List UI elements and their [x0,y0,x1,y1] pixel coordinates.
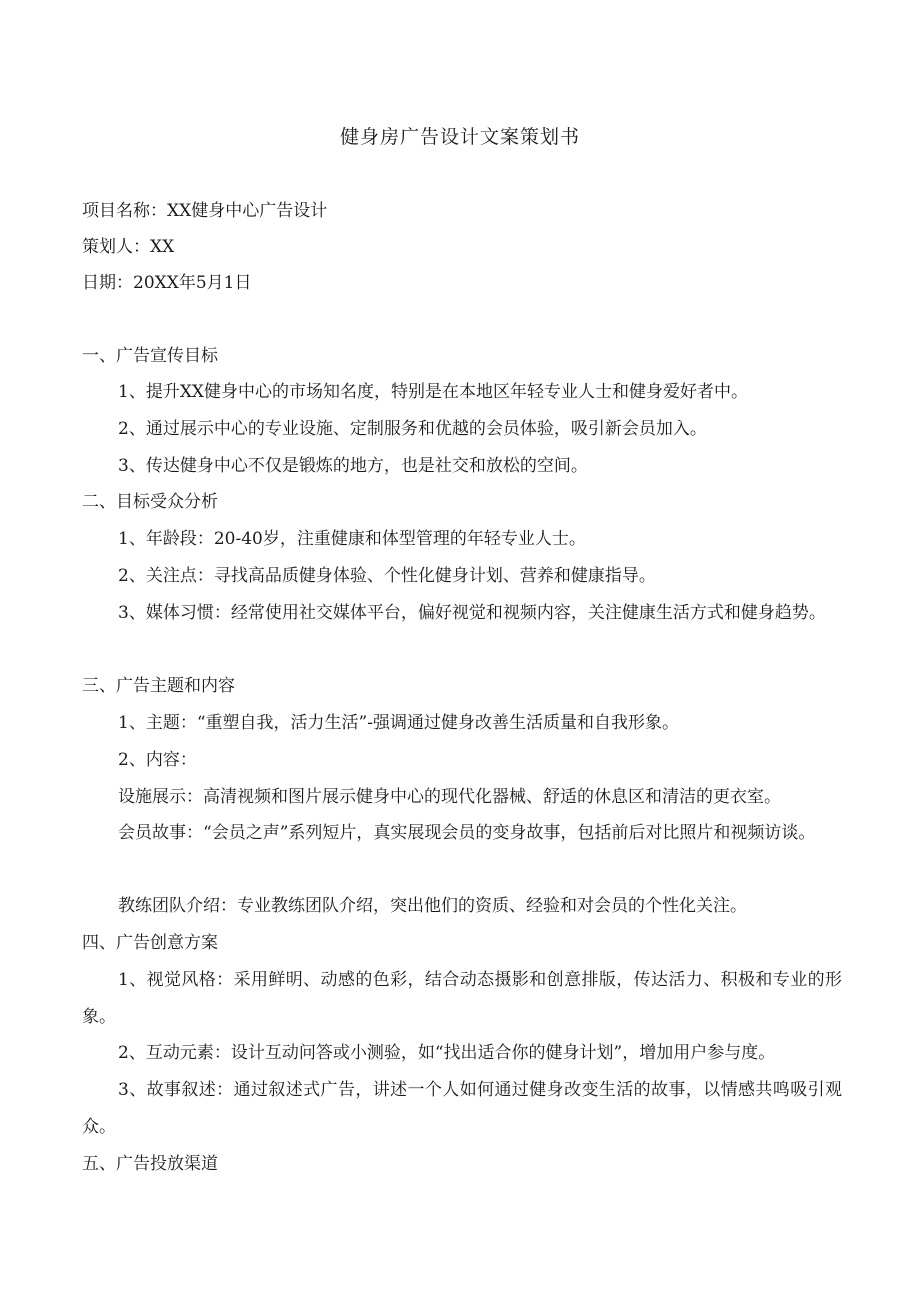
section-1-item: 3、传达健身中心不仅是锻炼的地方，也是社交和放松的空间。 [118,456,588,476]
section-2-item: 2、关注点：寻找高品质健身体验、个性化健身计划、营养和健康指导。 [118,566,656,586]
section-2-heading: 二、目标受众分析 [82,492,218,512]
section-3-item: 教练团队介绍：专业教练团队介绍，突出他们的资质、经验和对会员的个性化关注。 [118,896,747,916]
section-3-heading: 三、广告主题和内容 [82,676,235,696]
section-3-item: 2、内容： [118,750,197,770]
section-2-item-wrapped: 3、媒体习惯：经常使用社交媒体平台，偏好视觉和视频内容，关注健康生活方式和健身趋势。 [118,603,826,623]
section-4-item-wrapped: 3、故事叙述：通过叙述式广告，讲述一个人如何通过健身改变生活的故事，以情感共鸣吸引观众。 [82,1080,842,1137]
section-4-item: 2、互动元素：设计互动问答或小测验，如“找出适合你的健身计划”，增加用户参与度。 [118,1043,776,1063]
document-title: 健身房广告设计文案策划书 [339,126,580,148]
section-3-item-wrapped: 会员故事：“会员之声”系列短片，真实展现会员的变身故事，包括前后对比照片和视频访谈。 [118,823,816,843]
section-4-item-wrapped: 1、视觉风格：采用鲜明、动感的色彩，结合动态摄影和创意排版，传达活力、积极和专业的形象。 [82,970,842,1027]
section-2-item: 1、年龄段：20-40岁，注重健康和体型管理的年轻专业人士。 [118,529,586,549]
section-1-item: 1、提升XX健身中心的市场知名度，特别是在本地区年轻专业人士和健身爱好者中。 [118,382,749,402]
meta-project: 项目名称：XX健身中心广告设计 [82,201,328,221]
section-1-heading: 一、广告宣传目标 [82,346,218,366]
meta-date: 日期：20XX年5月1日 [82,273,252,293]
section-1-item: 2、通过展示中心的专业设施、定制服务和优越的会员体验，吸引新会员加入。 [118,419,707,439]
section-5-heading: 五、广告投放渠道 [82,1154,218,1174]
meta-planner: 策划人：XX [82,237,175,257]
section-3-item: 1、主题：“重塑自我，活力生活”-强调通过健身改善生活质量和自我形象。 [118,713,679,733]
section-4-heading: 四、广告创意方案 [82,933,218,953]
section-3-item: 设施展示：高清视频和图片展示健身中心的现代化器械、舒适的休息区和清洁的更衣室。 [118,787,781,807]
